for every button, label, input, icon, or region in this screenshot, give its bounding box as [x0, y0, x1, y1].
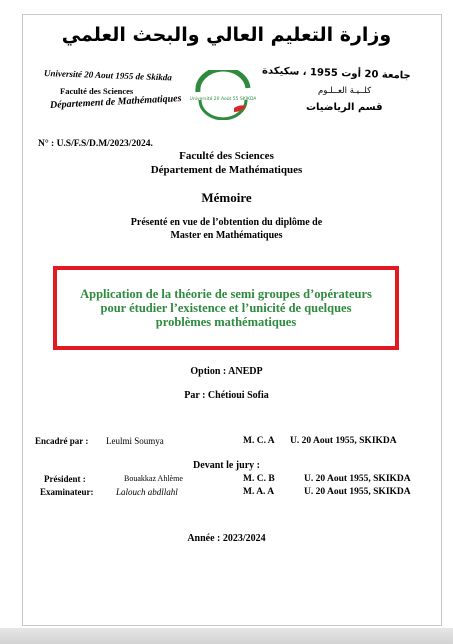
supervisor-label: Encadré par :	[35, 436, 89, 446]
academic-year: Année : 2023/2024	[187, 533, 266, 544]
university-logo	[190, 70, 256, 120]
thesis-title-line-3: problèmes mathématiques	[155, 315, 297, 329]
department-name-ar: قسم الرياضيات	[306, 102, 383, 113]
supervisor-name: Leulmi Soumya	[106, 436, 164, 446]
faculty-name: Faculté des Sciences	[179, 150, 274, 162]
examiner-university: U. 20 Aout 1955, SKIKDA	[304, 487, 411, 497]
faculty-name-ar: كلــيـة العــلـوم	[318, 86, 372, 96]
thesis-title-line-2: pour étudier l’existence et l’unicité de quelques	[100, 301, 352, 315]
ministry-title-ar: وزارة التعليم العالي والبحث العلمي	[61, 24, 392, 46]
president-label: Président :	[44, 474, 86, 484]
president-name: Bouakkaz Ahlème	[124, 474, 183, 483]
thesis-title-line-1: Application de la théorie de semi groupes d’opérateurs	[80, 287, 372, 301]
page-bottom-edge	[0, 628, 453, 644]
supervisor-university: U. 20 Aout 1955, SKIKDA	[290, 436, 397, 446]
faculty-name-fr-header: Faculté des Sciences	[60, 86, 134, 96]
president-grade: M. C. B	[243, 474, 275, 484]
examiner-grade: M. A. A	[243, 487, 275, 497]
president-university: U. 20 Aout 1955, SKIKDA	[304, 474, 411, 484]
university-name-ar: جامعة 20 أوت 1955 ، سكيكدة	[261, 65, 411, 82]
document-type: Mémoire	[201, 190, 252, 205]
university-name-fr: Université 20 Aout 1955 de Skikda	[43, 68, 173, 83]
jury-heading: Devant le jury :	[193, 460, 260, 471]
option-label: Option : ANEDP	[190, 366, 263, 377]
purpose-line-2: Master en Mathématiques	[170, 230, 283, 241]
supervisor-grade: M. C. A	[243, 436, 275, 446]
department-name-fr-header: Département de Mathématiques	[49, 93, 182, 111]
author-label: Par : Chétioui Sofia	[184, 390, 269, 401]
examiner-label: Examinateur:	[40, 487, 94, 497]
department-name: Département de Mathématiques	[150, 164, 303, 176]
reference-number: N° : U.S/F.S/D.M/2023/2024.	[38, 139, 153, 149]
logo-text: Université 20 Août 55 SKIKDA	[190, 97, 256, 102]
thesis-title-box	[53, 266, 399, 350]
examiner-name: Lalouch abdllahl	[116, 487, 178, 497]
purpose-line-1: Présenté en vue de l’obtention du diplôme de	[130, 217, 323, 228]
